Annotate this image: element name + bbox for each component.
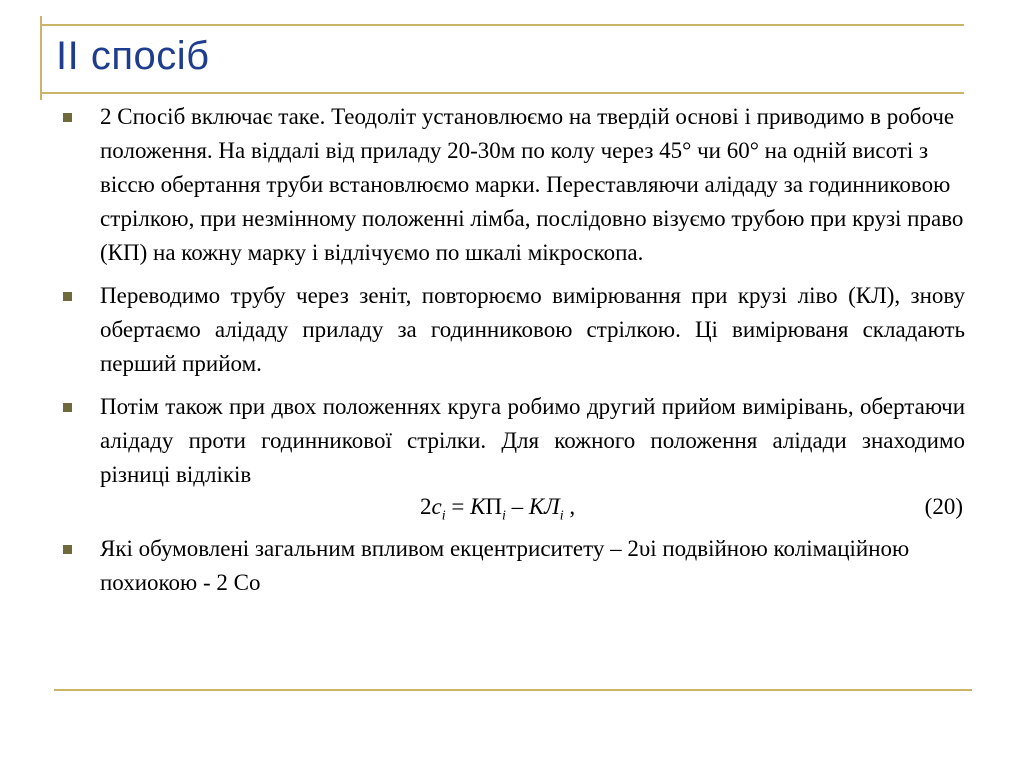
accent-bottom-line [54,689,972,691]
square-bullet-icon [63,403,72,412]
square-bullet-icon [63,292,72,301]
bullet-text: Які обумовлені загальним впливом екцентриситету – 2υi подвійною колімаційною похиокою - 2 Со [100,536,910,595]
bullet-item [60,390,965,492]
bullet-text: 2 Спосіб включає таке. Теодоліт установлюємо на твердій основі і приводимо в робоче положення. На віддалі від приладу 20-30м по колу через 45° чи 60° на одній висоті з віссю обертання труби встановлюємо марки. Переставляючи алідаду за годинниковою стрілкою, при незмінному положенні лімба, послідовно візуємо трубою при крузі право (КП) на кожну марку і відлічуємо по шкалі мікроскопа. [100,104,964,265]
bullet-item [60,100,965,270]
slide-content [60,100,965,609]
bullet-item [60,532,965,600]
formula: $2c_i = КП_i - КЛ_i$ , [420,494,576,524]
formula-number: (20) [924,494,963,519]
square-bullet-icon [63,545,72,554]
bullet-text: Переводимо трубу через зеніт, повторюємо вимірювання при крузі ліво (КЛ), знову обертаємо алідаду приладу за годинниковою стрілкою. Ці вимірюваня складають перший прийом. [100,283,965,376]
square-bullet-icon [63,113,72,122]
formula-row [60,490,965,528]
bullet-item [60,279,965,381]
bullet-text: Потім також при двох положеннях круга робимо другий прийом вимірівань, обертаючи алідаду проти годинникової стрілки. Для кожного положення алідади знаходимо різниці відліків [100,394,965,487]
title-underline [40,92,964,94]
accent-vertical-line [40,16,42,100]
slide-title: II спосіб [56,34,210,78]
